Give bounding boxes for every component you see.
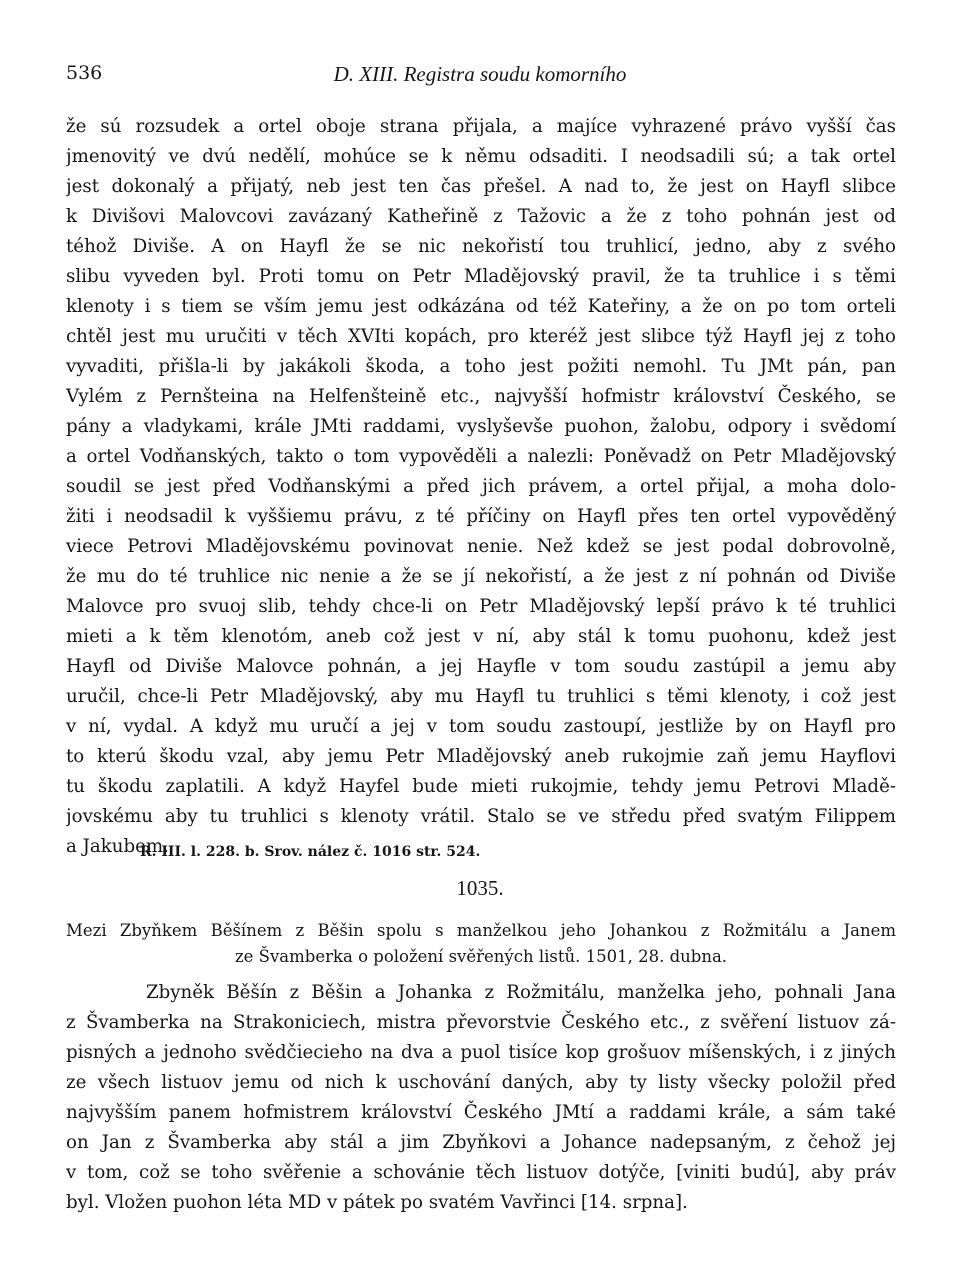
text-line: vyvaditi, přišla-li by jakákoli škoda, a toho jest požiti nemohl. Tu JMt pán, pan <box>66 356 896 377</box>
source-reference: R. III. l. 228. b. Srov. nález č. 1016 str. 524. <box>140 844 481 860</box>
text-line: uručil, chce-li Petr Mladějovský, aby mu Hayfl tu truhlici s těmi klenoty, i což jest <box>66 686 896 707</box>
entry-number: 1035. <box>456 876 504 900</box>
text-line: jmenovitý ve dvú nedělí, mohúce se k němu odsaditi. I neodsadili sú; a tak ortel <box>66 146 896 167</box>
text-line: Hayfl od Diviše Malovce pohnán, a jej Hayfle v tom soudu zastúpil a jemu aby <box>66 656 896 677</box>
text-line: že mu do té truhlice nic nenie a že se jí nekořistí, a že jest z ní pohnán od Diviše <box>66 566 896 587</box>
text-line: žiti i neodsadil k vyššiemu právu, z té příčiny on Hayfl přes ten ortel vypověděný <box>66 506 896 527</box>
text-line: jovskému aby tu truhlici s klenoty vrátil. Stalo se ve středu před svatým Filippem <box>66 806 896 827</box>
text-line: byl. Vložen puohon léta MD v pátek po svatém Vavřinci [14. srpna]. <box>66 1192 688 1213</box>
text-line: to kterú škodu vzal, aby jemu Petr Mladějovský aneb rukojmie zaň jemu Hayflovi <box>66 746 896 767</box>
text-line: jest dokonalý a přijatý, neb jest ten čas přešel. A nad to, že jest on Hayfl slibce <box>66 176 896 197</box>
text-line: v ní, vydal. A když mu uručí a jej v tom soudu zastoupí, jestliže by on Hayfl pro <box>66 716 896 737</box>
entry-text <box>66 978 896 1218</box>
text-line: tu škodu zaplatili. A když Hayfel bude mieti rukojmie, tehdy jemu Petrovi Mladě- <box>66 776 896 797</box>
text-line: že sú rozsudek a ortel oboje strana přijala, a majíce vyhrazené právo vyšší čas <box>66 116 896 137</box>
text-line: z Švamberka na Strakoniciech, mistra převorstvie Českého etc., z svěření listuov zá- <box>66 1012 896 1033</box>
text-line: a Jakubem. <box>66 836 169 857</box>
text-line: a ortel Vodňanských, takto o tom vypověděli a nalezli: Poněvadž on Petr Mladějovský <box>66 446 896 467</box>
text-line: pány a vladykami, krále JMti raddami, vyslyševše puohon, žalobu, odpory i svědomí <box>66 416 896 437</box>
text-line: v tom, což se toho svěřenie a schovánie těch listuov dotýče, [viniti budú], aby práv <box>66 1162 896 1183</box>
text-line: slibu vyveden byl. Proti tomu on Petr Mladějovský pravil, že ta truhlice i s těmi <box>66 266 896 287</box>
entry-summary <box>66 918 896 970</box>
text-line: Zbyněk Běšín z Běšin a Johanka z Rožmitálu, manželka jeho, pohnali Jana <box>146 982 896 1003</box>
text-line: Malovce pro svuoj slib, tehdy chce-li on Petr Mladějovský lepší právo k té truhlici <box>66 596 896 617</box>
text-line: viece Petrovi Mladějovskému povinovat nenie. Než kdež se jest podal dobrovolně, <box>66 536 896 557</box>
summary-line: ze Švamberka o položení svěřených listů. 1501, 28. dubna. <box>234 947 728 966</box>
text-line: ze všech listuov jemu od nich k uschování daných, aby ty listy všecky položil před <box>66 1072 896 1093</box>
page-header <box>66 62 894 92</box>
text-line: pisných a jednoho svědčiecieho na dva a puol tisíce kop grošuov míšenských, i z jiných <box>66 1042 896 1063</box>
running-title: D. XIII. Registra soudu komorního <box>333 62 627 86</box>
page-number: 536 <box>66 62 103 84</box>
text-line: mieti a k těm klenotóm, aneb což jest v ní, aby stál k tomu puohonu, kdež jest <box>66 626 896 647</box>
body-text <box>66 112 896 862</box>
text-line: klenoty i s tiem se vším jemu jest odkázána od též Kateřiny, a že on po tom orteli <box>66 296 896 317</box>
text-line: soudil se jest před Vodňanskými a před jich právem, a ortel přijal, a moha dolo- <box>66 476 896 497</box>
text-line: chtěl jest mu uručiti v těch XVIti kopách, pro kteréž jest slibce týž Hayfl jej z toho <box>66 326 896 347</box>
text-line: najvyšším panem hofmistrem království Českého JMtí a raddami krále, a sám také <box>66 1102 896 1123</box>
text-line: k Divišovi Malovcovi zavázaný Katheřině z Tažovic a že z toho pohnán jest od <box>66 206 896 227</box>
text-line: téhož Diviše. A on Hayfl že se nic nekořistí tou truhlicí, jedno, aby z svého <box>66 236 896 257</box>
text-line: on Jan z Švamberka aby stál a jim Zbyňkovi a Johance nadepsaným, z čehož jej <box>66 1132 896 1153</box>
summary-line: Mezi Zbyňkem Běšínem z Běšin spolu s manželkou jeho Johankou z Rožmitálu a Janem <box>66 921 896 940</box>
text-line: Vylém z Pernšteina na Helfenšteině etc., najvyšší hofmistr království Českého, se <box>66 386 896 407</box>
